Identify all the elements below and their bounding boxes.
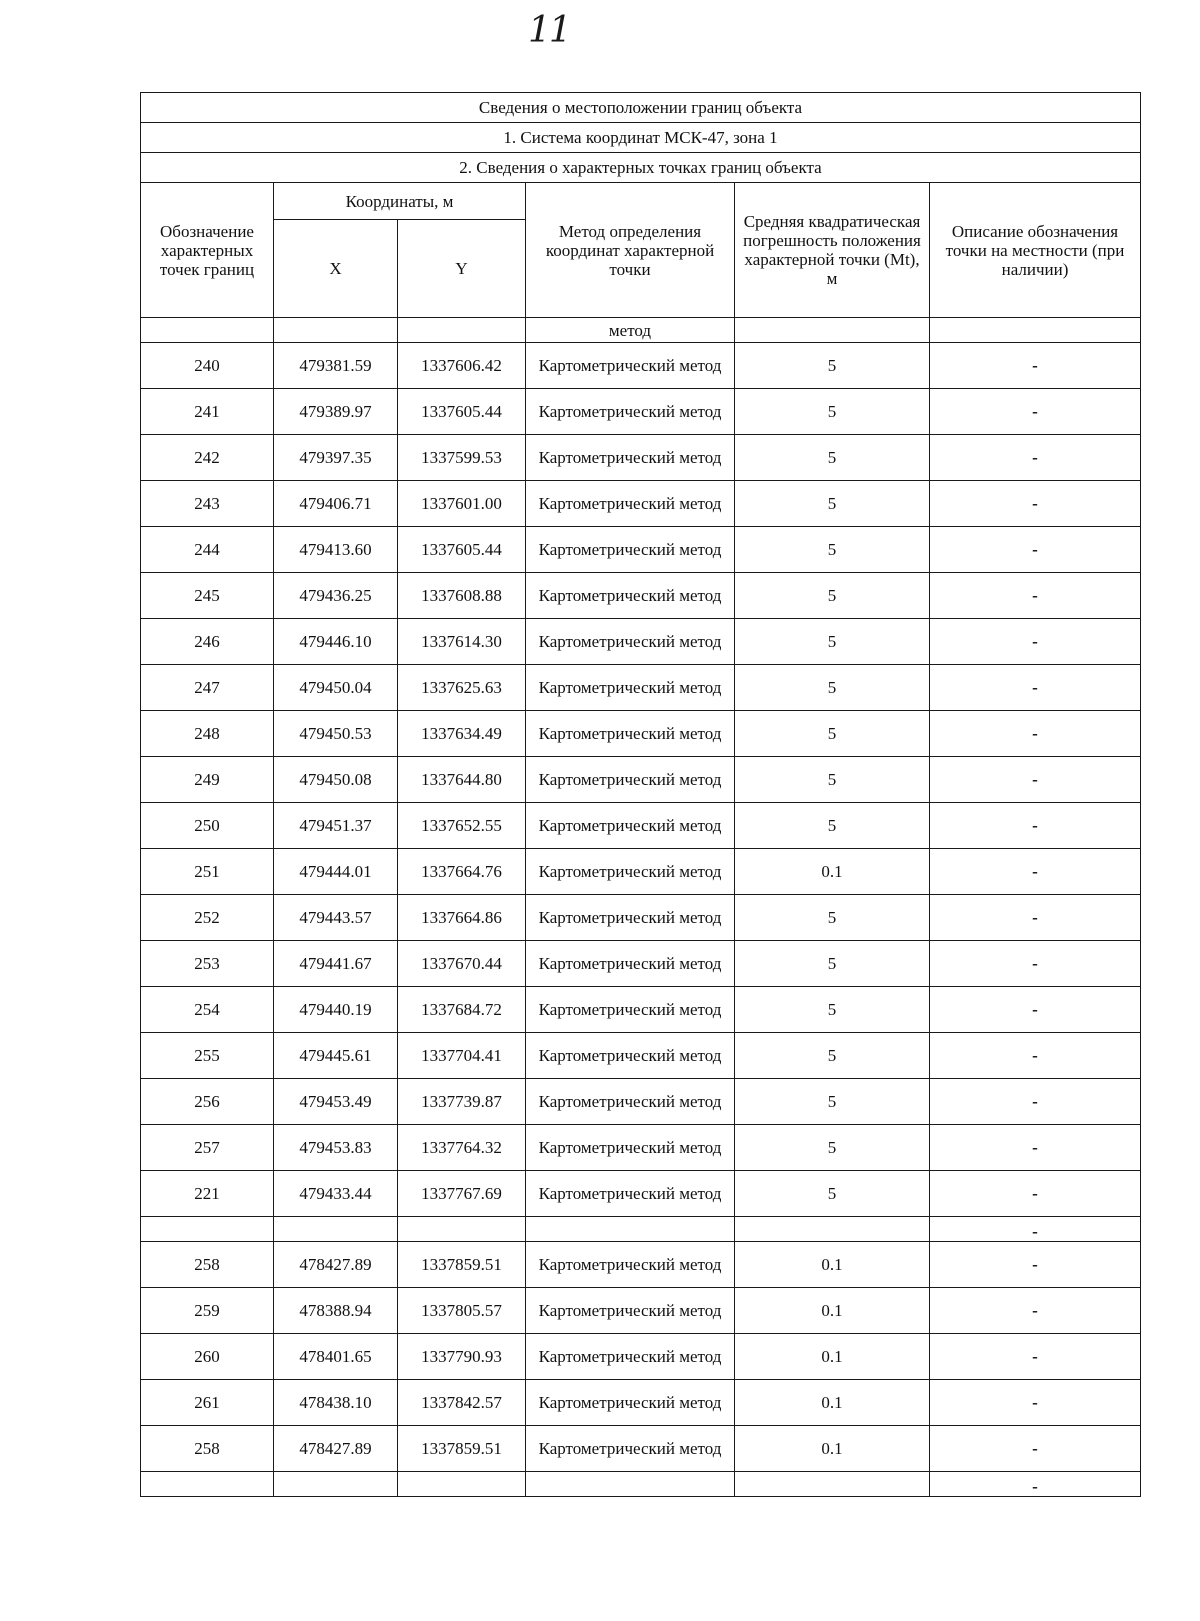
cell-error: 0.1 bbox=[735, 1288, 930, 1334]
cell-method: Картометрический метод bbox=[526, 1033, 735, 1079]
cell-method: Картометрический метод bbox=[526, 849, 735, 895]
cell-x: 479406.71 bbox=[274, 481, 398, 527]
cell-x: 479453.49 bbox=[274, 1079, 398, 1125]
cell-error: 0.1 bbox=[735, 1242, 930, 1288]
table-cell bbox=[141, 318, 274, 343]
continuation-method: метод bbox=[526, 318, 735, 343]
cell-y: 1337652.55 bbox=[398, 803, 526, 849]
header-point: Обозначение характерных точек границ bbox=[141, 183, 274, 318]
page-number: 11 bbox=[528, 10, 570, 51]
cell-error: 5 bbox=[735, 1079, 930, 1125]
cell-point: 246 bbox=[141, 619, 274, 665]
cell-description: - bbox=[930, 1125, 1141, 1171]
header-error: Средняя квадратическая погрешность положения характерной точки (Mt), м bbox=[735, 183, 930, 318]
cell-error: 0.1 bbox=[735, 1334, 930, 1380]
cell-error: 5 bbox=[735, 941, 930, 987]
cell-x: 478427.89 bbox=[274, 1242, 398, 1288]
cell-error: 5 bbox=[735, 987, 930, 1033]
cell-description: - bbox=[930, 1033, 1141, 1079]
cell-description: - bbox=[930, 1288, 1141, 1334]
table-row bbox=[141, 1380, 1141, 1426]
cell-x: 478438.10 bbox=[274, 1380, 398, 1426]
cell-error bbox=[735, 1217, 930, 1242]
cell-description: - bbox=[930, 1171, 1141, 1217]
table-cell bbox=[930, 318, 1141, 343]
table-row bbox=[141, 1288, 1141, 1334]
cell-error: 5 bbox=[735, 389, 930, 435]
cell-method: Картометрический метод bbox=[526, 527, 735, 573]
cell-x: 479381.59 bbox=[274, 343, 398, 389]
continuation-row bbox=[141, 318, 1141, 343]
cell-method bbox=[526, 1217, 735, 1242]
cell-description: - bbox=[930, 619, 1141, 665]
table-row bbox=[141, 389, 1141, 435]
cell-error: 5 bbox=[735, 527, 930, 573]
table-row bbox=[141, 941, 1141, 987]
cell-y: 1337859.51 bbox=[398, 1426, 526, 1472]
cell-point: 221 bbox=[141, 1171, 274, 1217]
cell-x: 479451.37 bbox=[274, 803, 398, 849]
cell-description: - bbox=[930, 711, 1141, 757]
cell-method: Картометрический метод bbox=[526, 711, 735, 757]
cell-y: 1337704.41 bbox=[398, 1033, 526, 1079]
cell-y: 1337805.57 bbox=[398, 1288, 526, 1334]
header-method: Метод определения координат характерной точки bbox=[526, 183, 735, 318]
cell-description: - bbox=[930, 481, 1141, 527]
cell-point: 252 bbox=[141, 895, 274, 941]
cell-x bbox=[274, 1472, 398, 1497]
table-row bbox=[141, 1125, 1141, 1171]
cell-error: 5 bbox=[735, 757, 930, 803]
cell-error: 5 bbox=[735, 573, 930, 619]
cell-description: - bbox=[930, 527, 1141, 573]
cell-method: Картометрический метод bbox=[526, 481, 735, 527]
cell-point: 248 bbox=[141, 711, 274, 757]
cell-point: 258 bbox=[141, 1242, 274, 1288]
table-row bbox=[141, 573, 1141, 619]
cell-point bbox=[141, 1217, 274, 1242]
cell-x: 479413.60 bbox=[274, 527, 398, 573]
cell-x: 479450.08 bbox=[274, 757, 398, 803]
cell-x: 479445.61 bbox=[274, 1033, 398, 1079]
cell-error: 5 bbox=[735, 665, 930, 711]
cell-description: - bbox=[930, 343, 1141, 389]
cell-point: 251 bbox=[141, 849, 274, 895]
cell-method: Картометрический метод bbox=[526, 1079, 735, 1125]
cell-x: 479436.25 bbox=[274, 573, 398, 619]
cell-method: Картометрический метод bbox=[526, 1380, 735, 1426]
cell-error: 5 bbox=[735, 1171, 930, 1217]
cell-method: Картометрический метод bbox=[526, 941, 735, 987]
cell-point: 258 bbox=[141, 1426, 274, 1472]
cell-point: 255 bbox=[141, 1033, 274, 1079]
table-row bbox=[141, 711, 1141, 757]
cell-x: 478401.65 bbox=[274, 1334, 398, 1380]
table-row bbox=[141, 1033, 1141, 1079]
cell-method: Картометрический метод bbox=[526, 895, 735, 941]
cell-description: - bbox=[930, 389, 1141, 435]
cell-description: - bbox=[930, 987, 1141, 1033]
cell-description: - bbox=[930, 849, 1141, 895]
table-row bbox=[141, 619, 1141, 665]
cell-description: - bbox=[930, 573, 1141, 619]
cell-point: 244 bbox=[141, 527, 274, 573]
header-description: Описание обозначения точки на местности (при наличии) bbox=[930, 183, 1141, 318]
cell-point: 249 bbox=[141, 757, 274, 803]
cell-description: - bbox=[930, 435, 1141, 481]
cell-x: 479441.67 bbox=[274, 941, 398, 987]
cell-y: 1337605.44 bbox=[398, 389, 526, 435]
cell-description: - bbox=[930, 1426, 1141, 1472]
cell-error: 5 bbox=[735, 711, 930, 757]
cell-y: 1337859.51 bbox=[398, 1242, 526, 1288]
cell-point: 260 bbox=[141, 1334, 274, 1380]
cell-point: 241 bbox=[141, 389, 274, 435]
cell-point: 254 bbox=[141, 987, 274, 1033]
table-row bbox=[141, 1217, 1141, 1242]
cell-method bbox=[526, 1472, 735, 1497]
cell-error: 0.1 bbox=[735, 1426, 930, 1472]
cell-description: - bbox=[930, 1334, 1141, 1380]
cell-point bbox=[141, 1472, 274, 1497]
table-row bbox=[141, 1334, 1141, 1380]
cell-x: 479389.97 bbox=[274, 389, 398, 435]
cell-method: Картометрический метод bbox=[526, 573, 735, 619]
cell-method: Картометрический метод bbox=[526, 665, 735, 711]
cell-method: Картометрический метод bbox=[526, 1334, 735, 1380]
table-cell bbox=[274, 318, 398, 343]
cell-method: Картометрический метод bbox=[526, 1125, 735, 1171]
header-row-top bbox=[141, 183, 1141, 220]
table-row bbox=[141, 895, 1141, 941]
header-y: Y bbox=[398, 220, 526, 318]
cell-y: 1337767.69 bbox=[398, 1171, 526, 1217]
cell-point: 261 bbox=[141, 1380, 274, 1426]
cell-y bbox=[398, 1472, 526, 1497]
cell-description: - bbox=[930, 757, 1141, 803]
cell-x: 479433.44 bbox=[274, 1171, 398, 1217]
table-row bbox=[141, 343, 1141, 389]
cell-method: Картометрический метод bbox=[526, 343, 735, 389]
cell-x: 479450.53 bbox=[274, 711, 398, 757]
table-row bbox=[141, 1079, 1141, 1125]
cell-error: 5 bbox=[735, 481, 930, 527]
cell-description: - bbox=[930, 1380, 1141, 1426]
table-row bbox=[141, 1242, 1141, 1288]
table-row bbox=[141, 1426, 1141, 1472]
table-cell bbox=[735, 318, 930, 343]
table-row bbox=[141, 849, 1141, 895]
cell-x: 479443.57 bbox=[274, 895, 398, 941]
cell-method: Картометрический метод bbox=[526, 619, 735, 665]
points-section-row bbox=[141, 153, 1141, 183]
cell-x: 479450.04 bbox=[274, 665, 398, 711]
cell-description: - bbox=[930, 895, 1141, 941]
cell-y: 1337599.53 bbox=[398, 435, 526, 481]
table-row bbox=[141, 1171, 1141, 1217]
cell-point: 243 bbox=[141, 481, 274, 527]
cell-method: Картометрический метод bbox=[526, 389, 735, 435]
cell-y: 1337764.32 bbox=[398, 1125, 526, 1171]
cell-point: 240 bbox=[141, 343, 274, 389]
cell-error: 0.1 bbox=[735, 1380, 930, 1426]
table-row bbox=[141, 527, 1141, 573]
cell-x: 479440.19 bbox=[274, 987, 398, 1033]
coordinates-table bbox=[140, 92, 1141, 1497]
cell-point: 247 bbox=[141, 665, 274, 711]
cell-y: 1337684.72 bbox=[398, 987, 526, 1033]
table-cell bbox=[398, 318, 526, 343]
cell-y: 1337625.63 bbox=[398, 665, 526, 711]
cell-description: - bbox=[930, 1079, 1141, 1125]
table-row bbox=[141, 435, 1141, 481]
cell-y bbox=[398, 1217, 526, 1242]
cell-method: Картометрический метод bbox=[526, 1171, 735, 1217]
cell-x: 479453.83 bbox=[274, 1125, 398, 1171]
cell-x: 478388.94 bbox=[274, 1288, 398, 1334]
cell-error: 5 bbox=[735, 1125, 930, 1171]
cell-method: Картометрический метод bbox=[526, 803, 735, 849]
cell-error: 5 bbox=[735, 435, 930, 481]
cell-description: - bbox=[930, 803, 1141, 849]
table-row bbox=[141, 987, 1141, 1033]
table-row bbox=[141, 803, 1141, 849]
cell-error: 5 bbox=[735, 895, 930, 941]
cell-point: 253 bbox=[141, 941, 274, 987]
cell-y: 1337605.44 bbox=[398, 527, 526, 573]
table-row bbox=[141, 1472, 1141, 1497]
table-row bbox=[141, 481, 1141, 527]
cell-error: 0.1 bbox=[735, 849, 930, 895]
table-row bbox=[141, 665, 1141, 711]
cell-x bbox=[274, 1217, 398, 1242]
cell-y: 1337608.88 bbox=[398, 573, 526, 619]
header-coords: Координаты, м bbox=[274, 183, 526, 220]
header-x: X bbox=[274, 220, 398, 318]
cell-y: 1337790.93 bbox=[398, 1334, 526, 1380]
cell-y: 1337606.42 bbox=[398, 343, 526, 389]
cell-x: 479446.10 bbox=[274, 619, 398, 665]
cell-x: 478427.89 bbox=[274, 1426, 398, 1472]
cell-point: 259 bbox=[141, 1288, 274, 1334]
cell-description: - bbox=[930, 1472, 1141, 1497]
cell-point: 256 bbox=[141, 1079, 274, 1125]
coordinate-system-row bbox=[141, 123, 1141, 153]
cell-x: 479444.01 bbox=[274, 849, 398, 895]
cell-error: 5 bbox=[735, 1033, 930, 1079]
cell-y: 1337664.86 bbox=[398, 895, 526, 941]
table-title: Сведения о местоположении границ объекта bbox=[141, 93, 1141, 123]
points-section-title: 2. Сведения о характерных точках границ объекта bbox=[141, 153, 1141, 183]
cell-point: 245 bbox=[141, 573, 274, 619]
cell-y: 1337670.44 bbox=[398, 941, 526, 987]
table-title-row bbox=[141, 93, 1141, 123]
cell-method: Картометрический метод bbox=[526, 1288, 735, 1334]
cell-y: 1337644.80 bbox=[398, 757, 526, 803]
cell-y: 1337739.87 bbox=[398, 1079, 526, 1125]
cell-description: - bbox=[930, 1242, 1141, 1288]
cell-description: - bbox=[930, 941, 1141, 987]
cell-error: 5 bbox=[735, 619, 930, 665]
cell-description: - bbox=[930, 1217, 1141, 1242]
cell-method: Картометрический метод bbox=[526, 435, 735, 481]
cell-point: 242 bbox=[141, 435, 274, 481]
cell-method: Картометрический метод bbox=[526, 1426, 735, 1472]
cell-y: 1337634.49 bbox=[398, 711, 526, 757]
cell-method: Картометрический метод bbox=[526, 1242, 735, 1288]
cell-point: 257 bbox=[141, 1125, 274, 1171]
table-row bbox=[141, 757, 1141, 803]
cell-error: 5 bbox=[735, 343, 930, 389]
cell-y: 1337601.00 bbox=[398, 481, 526, 527]
cell-method: Картометрический метод bbox=[526, 757, 735, 803]
cell-y: 1337664.76 bbox=[398, 849, 526, 895]
cell-description: - bbox=[930, 665, 1141, 711]
cell-y: 1337614.30 bbox=[398, 619, 526, 665]
cell-y: 1337842.57 bbox=[398, 1380, 526, 1426]
cell-error bbox=[735, 1472, 930, 1497]
cell-error: 5 bbox=[735, 803, 930, 849]
cell-point: 250 bbox=[141, 803, 274, 849]
cell-x: 479397.35 bbox=[274, 435, 398, 481]
coordinate-system-title: 1. Система координат МСК-47, зона 1 bbox=[141, 123, 1141, 153]
cell-method: Картометрический метод bbox=[526, 987, 735, 1033]
